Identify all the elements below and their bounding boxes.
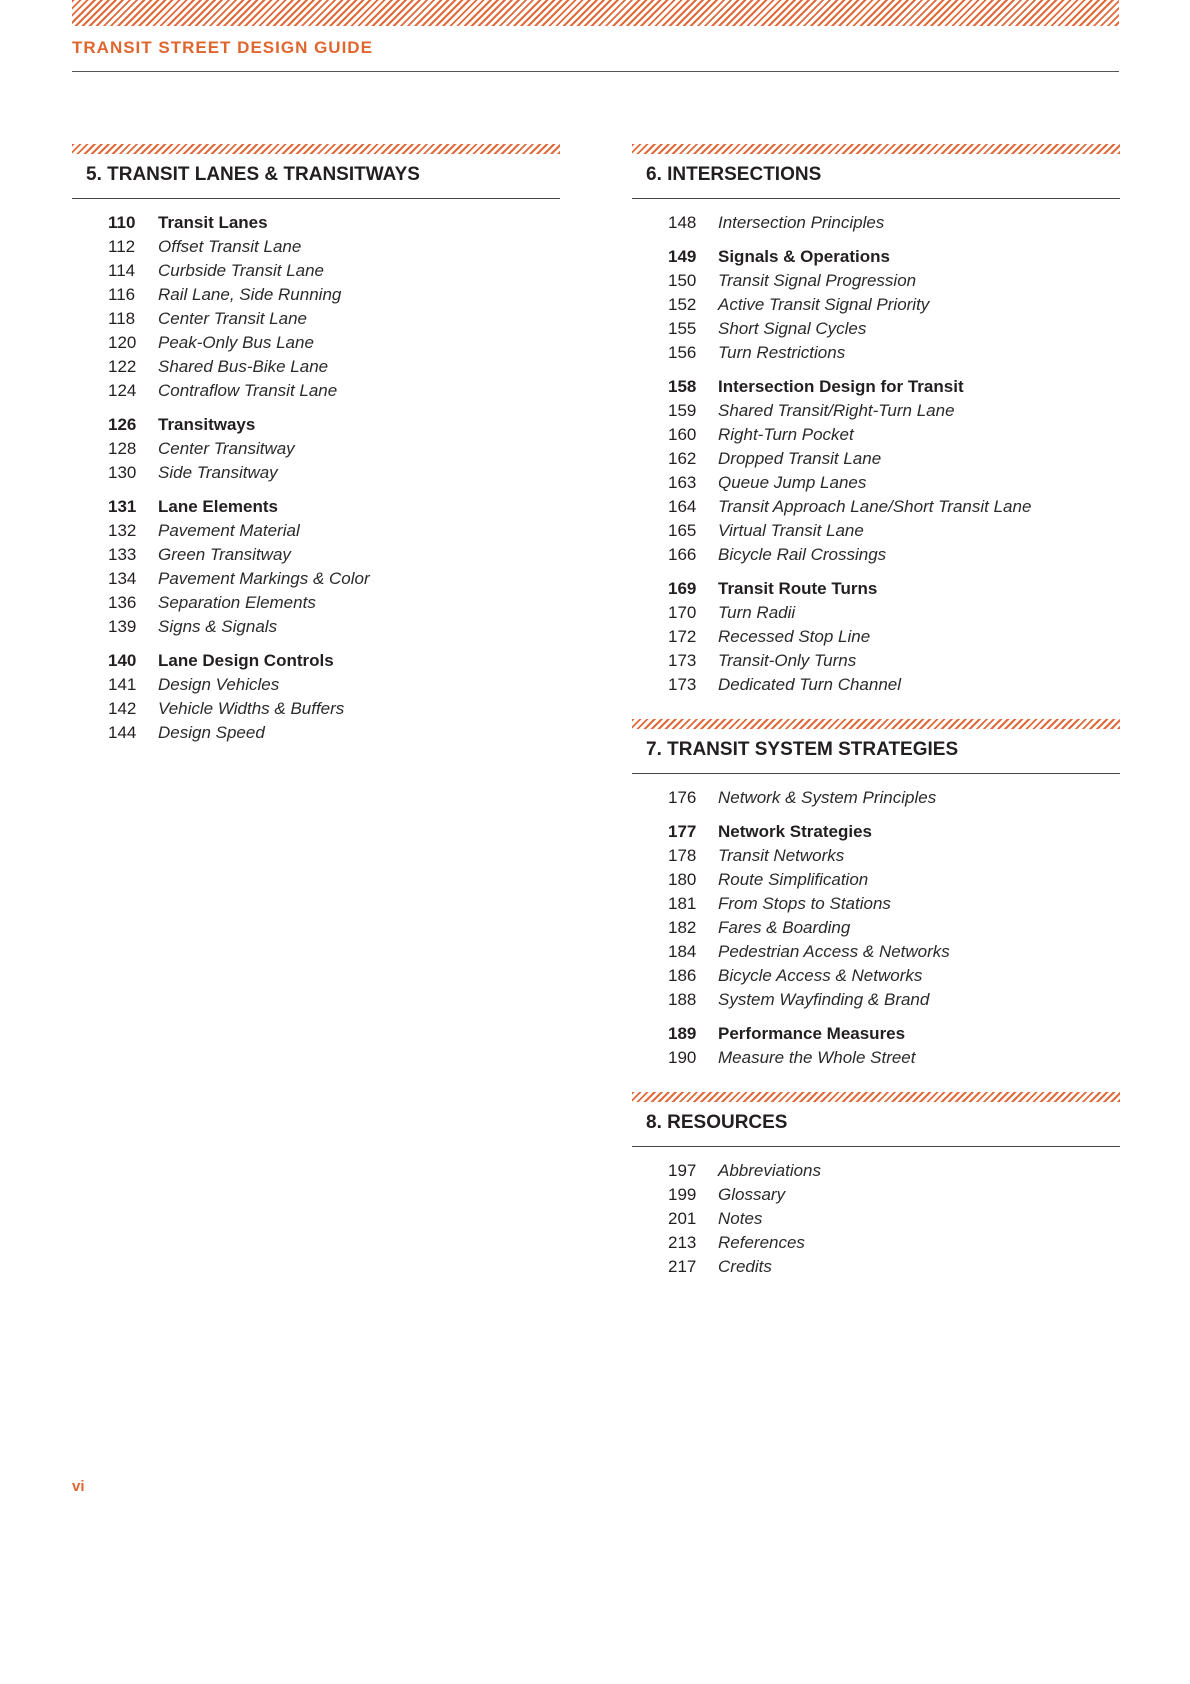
section-title: 6. INTERSECTIONS	[632, 154, 1120, 199]
toc-page-number: 124	[108, 381, 137, 400]
toc-entry-label: References	[718, 1233, 805, 1252]
toc-page-number: 142	[108, 699, 137, 718]
toc-entry-label: Signs & Signals	[158, 617, 278, 636]
toc-page-number: 170	[668, 603, 697, 622]
toc-entry[interactable]	[72, 723, 560, 747]
toc-entry[interactable]	[632, 788, 1120, 812]
toc-entry[interactable]	[72, 237, 560, 261]
toc-entry-label: Route Simplification	[718, 870, 869, 889]
toc-entry[interactable]	[632, 425, 1120, 449]
toc-entry[interactable]	[632, 449, 1120, 473]
toc-entry-label: Queue Jump Lanes	[718, 473, 867, 492]
toc-page-number: 148	[668, 213, 697, 232]
toc-entry-label: Rail Lane, Side Running	[158, 285, 342, 304]
toc-page-number: 140	[108, 651, 137, 670]
toc-page-number: 165	[668, 521, 697, 540]
toc-entry[interactable]	[72, 569, 560, 593]
toc-entry-label: Short Signal Cycles	[718, 319, 867, 338]
toc-entry[interactable]	[632, 651, 1120, 675]
toc-entry-label: Transit Signal Progression	[718, 271, 917, 290]
toc-page-number: 120	[108, 333, 137, 352]
toc-page-number: 172	[668, 627, 697, 646]
toc-entry-label: Fares & Boarding	[718, 918, 851, 937]
toc-entry[interactable]	[72, 545, 560, 569]
toc-entry[interactable]	[632, 1233, 1120, 1257]
toc-entry-label: Turn Restrictions	[718, 343, 846, 362]
toc-column-right	[632, 144, 1120, 1301]
toc-page-number: 114	[108, 261, 136, 280]
toc-heading-entry[interactable]	[72, 213, 560, 237]
toc-entry-label: Measure the Whole Street	[718, 1048, 916, 1067]
toc-page-number: 162	[668, 449, 697, 468]
toc-heading-entry[interactable]	[632, 247, 1120, 271]
toc-page-number: 181	[668, 894, 697, 913]
toc-entry-label: Dropped Transit Lane	[718, 449, 882, 468]
toc-entry-label: Active Transit Signal Priority	[718, 295, 930, 314]
toc-section-transit-lanes	[72, 144, 560, 747]
toc-entry[interactable]	[72, 521, 560, 545]
toc-heading-entry[interactable]	[632, 377, 1120, 401]
page-number: vi	[72, 1478, 85, 1495]
toc-entry-label: Transit-Only Turns	[718, 651, 857, 670]
toc-entry[interactable]	[72, 309, 560, 333]
toc-entry-label: Lane Elements	[158, 497, 278, 516]
toc-entry[interactable]	[632, 545, 1120, 569]
toc-entry[interactable]	[632, 271, 1120, 295]
toc-entry-label: Dedicated Turn Channel	[718, 675, 902, 694]
toc-entry[interactable]	[72, 593, 560, 617]
section-entries	[72, 199, 560, 747]
toc-page-number: 197	[668, 1161, 697, 1180]
toc-entry-label: Side Transitway	[158, 463, 278, 482]
toc-page-number: 141	[108, 675, 137, 694]
toc-entry-label: Virtual Transit Lane	[718, 521, 864, 540]
section-hatch	[632, 144, 1120, 154]
toc-page-number: 150	[668, 271, 697, 290]
toc-page-number: 213	[668, 1233, 697, 1252]
toc-entry-label: Bicycle Rail Crossings	[718, 545, 887, 564]
section-hatch	[632, 1092, 1120, 1102]
toc-entry[interactable]	[72, 381, 560, 405]
toc-page-number: 173	[668, 675, 697, 694]
toc-entry-label: Offset Transit Lane	[158, 237, 302, 256]
toc-entry-label: Turn Radii	[718, 603, 796, 622]
toc-page-number: 182	[668, 918, 697, 937]
toc-entry[interactable]	[72, 463, 560, 487]
toc-entry[interactable]	[72, 333, 560, 357]
toc-page-number: 144	[108, 723, 137, 742]
toc-page-number: 159	[668, 401, 697, 420]
toc-entry-label: Contraflow Transit Lane	[158, 381, 338, 400]
toc-page-number: 134	[108, 569, 137, 588]
running-head: TRANSIT STREET DESIGN GUIDE	[72, 38, 373, 57]
toc-entry[interactable]	[632, 343, 1120, 367]
section-title: 8. RESOURCES	[632, 1102, 1120, 1147]
toc-page-number: 155	[668, 319, 697, 338]
toc-page-number: 133	[108, 545, 137, 564]
toc-heading-entry[interactable]	[632, 822, 1120, 846]
toc-page-number: 163	[668, 473, 697, 492]
toc-entry-label: Notes	[718, 1209, 763, 1228]
toc-entry[interactable]	[632, 521, 1120, 545]
toc-page-number: 122	[108, 357, 137, 376]
toc-section-intersections	[632, 144, 1120, 699]
toc-heading-entry[interactable]	[72, 651, 560, 675]
toc-entry-label: Pavement Markings & Color	[158, 569, 370, 588]
toc-page-number: 201	[668, 1209, 697, 1228]
toc-page-number: 180	[668, 870, 697, 889]
toc-entry-label: Design Vehicles	[158, 675, 280, 694]
section-title: 5. TRANSIT LANES & TRANSITWAYS	[72, 154, 560, 199]
toc-page-number: 164	[668, 497, 697, 516]
toc-entry-label: Transit Route Turns	[718, 579, 878, 598]
section-hatch	[632, 719, 1120, 729]
toc-page-number: 130	[108, 463, 137, 482]
toc-entry[interactable]	[632, 1185, 1120, 1209]
toc-page-number: 173	[668, 651, 697, 670]
section-entries	[632, 199, 1120, 699]
toc-entry-label: Pavement Material	[158, 521, 300, 540]
toc-section-resources	[632, 1092, 1120, 1281]
toc-page-number: 217	[668, 1257, 697, 1276]
toc-page-number: 152	[668, 295, 697, 314]
toc-heading-entry[interactable]	[632, 1024, 1120, 1048]
toc-entry-label: Network Strategies	[718, 822, 872, 841]
toc-entry-label: Lane Design Controls	[158, 651, 334, 670]
toc-page-number: 136	[108, 593, 137, 612]
toc-column-left	[72, 144, 560, 767]
toc-entry-label: Curbside Transit Lane	[158, 261, 324, 280]
toc-page-number: 126	[108, 415, 137, 434]
toc-entry-label: Transit Approach Lane/Short Transit Lane	[718, 497, 1032, 516]
toc-heading-entry[interactable]	[72, 497, 560, 521]
toc-entry[interactable]	[632, 603, 1120, 627]
toc-entry-label: Shared Transit/Right-Turn Lane	[718, 401, 955, 420]
toc-page-number: 169	[668, 579, 697, 598]
toc-entry[interactable]	[72, 617, 560, 641]
toc-entry-label: Center Transitway	[158, 439, 295, 458]
toc-entry-label: Signals & Operations	[718, 247, 890, 266]
toc-entry[interactable]	[72, 357, 560, 381]
toc-entry[interactable]	[632, 1257, 1120, 1281]
toc-entry-label: Intersection Design for Transit	[718, 377, 964, 396]
section-entries	[632, 1147, 1120, 1281]
toc-entry-label: Credits	[718, 1257, 772, 1276]
toc-entry[interactable]	[72, 285, 560, 309]
header-rule	[72, 71, 1119, 72]
toc-entry-label: Transitways	[158, 415, 256, 434]
toc-section-system-strategies	[632, 719, 1120, 1072]
toc-entry[interactable]	[632, 1048, 1120, 1072]
toc-entry-label: System Wayfinding & Brand	[718, 990, 930, 1009]
toc-page-number: 156	[668, 343, 697, 362]
toc-page-number: 199	[668, 1185, 697, 1204]
toc-entry[interactable]	[632, 401, 1120, 425]
toc-entry[interactable]	[72, 675, 560, 699]
toc-page-number: 118	[108, 309, 136, 328]
toc-page-number: 158	[668, 377, 697, 396]
toc-entry-label: Performance Measures	[718, 1024, 906, 1043]
toc-page-number: 131	[108, 497, 137, 516]
toc-entry[interactable]	[632, 213, 1120, 237]
toc-page-number: 139	[108, 617, 137, 636]
toc-entry-label: Network & System Principles	[718, 788, 937, 807]
section-hatch	[72, 144, 560, 154]
toc-page-number: 186	[668, 966, 697, 985]
toc-entry[interactable]	[632, 918, 1120, 942]
section-entries	[632, 774, 1120, 1072]
toc-entry-label: Shared Bus-Bike Lane	[158, 357, 329, 376]
toc-page-number: 176	[668, 788, 697, 807]
toc-heading-entry[interactable]	[632, 579, 1120, 603]
toc-entry-label: Right-Turn Pocket	[718, 425, 854, 444]
toc-entry-label: Design Speed	[158, 723, 265, 742]
toc-entry[interactable]	[72, 699, 560, 723]
toc-page-number: 190	[668, 1048, 697, 1067]
toc-entry-label: Transit Networks	[718, 846, 845, 865]
toc-heading-entry[interactable]	[72, 415, 560, 439]
toc-entry-label: Abbreviations	[718, 1161, 822, 1180]
toc-entry[interactable]	[632, 870, 1120, 894]
toc-page-number: 160	[668, 425, 697, 444]
toc-entry[interactable]	[632, 894, 1120, 918]
toc-entry[interactable]	[72, 439, 560, 463]
section-title: 7. TRANSIT SYSTEM STRATEGIES	[632, 729, 1120, 774]
toc-entry[interactable]	[632, 319, 1120, 343]
toc-entry[interactable]	[632, 497, 1120, 521]
toc-entry-label: Recessed Stop Line	[718, 627, 871, 646]
toc-page-number: 177	[668, 822, 697, 841]
toc-page-number: 116	[108, 285, 136, 304]
toc-entry-label: Vehicle Widths & Buffers	[158, 699, 345, 718]
toc-entry-label: Intersection Principles	[718, 213, 885, 232]
toc-entry-label: From Stops to Stations	[718, 894, 891, 913]
toc-entry-label: Green Transitway	[158, 545, 291, 564]
toc-entry-label: Peak-Only Bus Lane	[158, 333, 314, 352]
toc-entry[interactable]	[632, 1209, 1120, 1233]
toc-page-number: 178	[668, 846, 697, 865]
toc-entry[interactable]	[632, 675, 1120, 699]
toc-entry-label: Separation Elements	[158, 593, 316, 612]
toc-page-number: 184	[668, 942, 697, 961]
toc-entry-label: Transit Lanes	[158, 213, 268, 232]
toc-entry-label: Pedestrian Access & Networks	[718, 942, 950, 961]
toc-page-number: 188	[668, 990, 697, 1009]
toc-entry[interactable]	[632, 473, 1120, 497]
toc-entry[interactable]	[632, 295, 1120, 319]
toc-page-number: 189	[668, 1024, 697, 1043]
toc-entry[interactable]	[632, 990, 1120, 1014]
toc-entry-label: Bicycle Access & Networks	[718, 966, 923, 985]
toc-page-number: 110	[108, 213, 136, 232]
toc-page-number: 166	[668, 545, 697, 564]
toc-entry-label: Center Transit Lane	[158, 309, 307, 328]
toc-entry[interactable]	[632, 966, 1120, 990]
toc-entry-label: Glossary	[718, 1185, 786, 1204]
toc-page-number: 128	[108, 439, 137, 458]
toc-page-number: 112	[108, 237, 136, 256]
toc-entry[interactable]	[632, 627, 1120, 651]
toc-entry[interactable]	[632, 942, 1120, 966]
top-hatch-band	[72, 0, 1119, 26]
toc-entry[interactable]	[632, 846, 1120, 870]
toc-page-number: 132	[108, 521, 137, 540]
toc-entry[interactable]	[632, 1161, 1120, 1185]
toc-page-number: 149	[668, 247, 697, 266]
toc-entry[interactable]	[72, 261, 560, 285]
